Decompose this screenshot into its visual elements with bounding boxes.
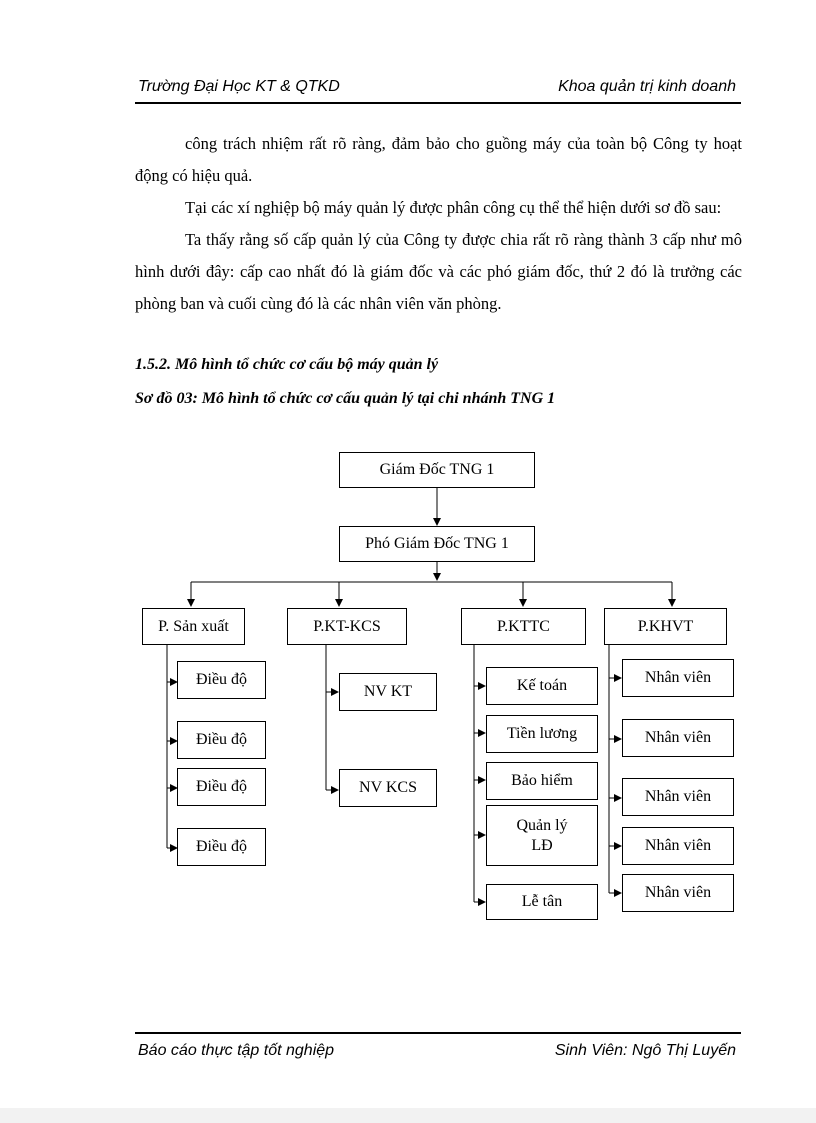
diagram-caption: Sơ đồ 03: Mô hình tổ chức cơ cấu quản lý tại chi nhánh TNG 1 [135, 390, 556, 407]
staff-box: Kế toán [486, 667, 598, 705]
page-bottom-bar [0, 1108, 816, 1123]
staff-box: NV KCS [339, 769, 437, 807]
staff-box: Bảo hiểm [486, 762, 598, 800]
footer-student-name: Sinh Viên: Ngô Thị Luyến [554, 1042, 736, 1059]
staff-box: Lễ tân [486, 884, 598, 920]
paragraph-1: công trách nhiệm rất rõ ràng, đảm bảo cho guồng máy của toàn bộ Công ty hoạt động có hiệu quả. [135, 134, 742, 185]
section-heading: 1.5.2. Mô hình tổ chức cơ cấu bộ máy quản lý [135, 356, 439, 373]
staff-box: Điều độ [177, 828, 266, 866]
header-school: Trường Đại Học KT & QTKD [138, 78, 340, 95]
footer-rule [135, 1032, 741, 1034]
staff-box: Nhân viên [622, 874, 734, 912]
staff-box: Nhân viên [622, 827, 734, 865]
staff-box: Điều độ [177, 661, 266, 699]
staff-box: Nhân viên [622, 659, 734, 697]
staff-box: Quản lý LĐ [486, 805, 598, 866]
staff-box: NV KT [339, 673, 437, 711]
staff-box: Nhân viên [622, 719, 734, 757]
dept-box-kt-kcs: P.KT-KCS [287, 608, 407, 645]
org-director-box: Giám Đốc TNG 1 [339, 452, 535, 488]
dept-box-san-xuat: P. Sản xuất [142, 608, 245, 645]
paragraph-3: Ta thấy rằng số cấp quản lý của Công ty được chia rất rõ ràng thành 3 cấp như mô hình dưới đây: cấp cao nhất đó là giám đốc và các phó giám đốc, thứ 2 đó là trưởng các phòng ban và cuối cùng đó là các nhân viên văn phòng. [135, 230, 742, 313]
staff-box: Điều độ [177, 721, 266, 759]
dept-box-kttc: P.KTTC [461, 608, 586, 645]
staff-box: Nhân viên [622, 778, 734, 816]
header-faculty: Khoa quản trị kinh doanh [558, 78, 736, 95]
org-deputy-box: Phó Giám Đốc TNG 1 [339, 526, 535, 562]
paragraph-2: Tại các xí nghiệp bộ máy quản lý được phân công cụ thể thể hiện dưới sơ đồ sau: [185, 198, 722, 217]
footer-report-title: Báo cáo thực tập tốt nghiệp [138, 1042, 335, 1059]
staff-box: Tiền lương [486, 715, 598, 753]
staff-box: Điều độ [177, 768, 266, 806]
dept-box-khvt: P.KHVT [604, 608, 727, 645]
